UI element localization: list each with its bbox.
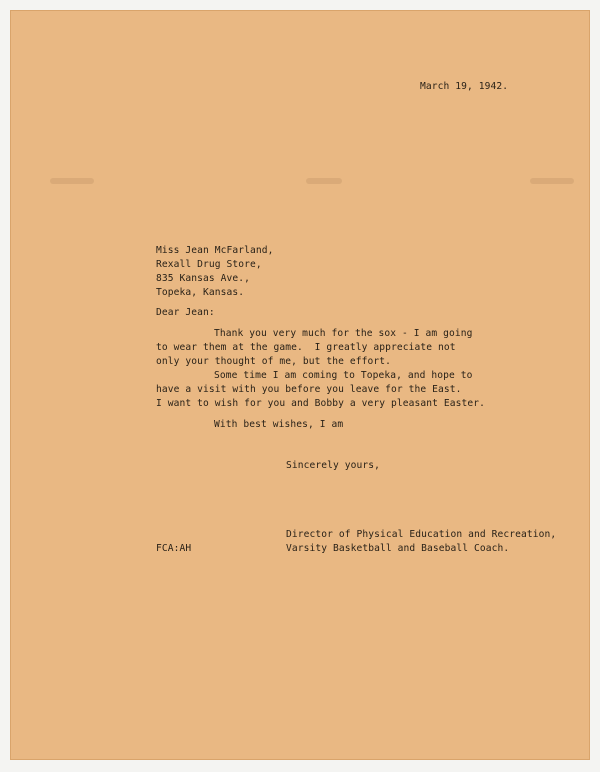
recipient-name: Miss Jean McFarland, (156, 245, 274, 256)
letter-page (10, 10, 590, 760)
paper-smudge (50, 178, 94, 184)
paragraph-line: I want to wish for you and Bobby a very pleasant Easter. (156, 398, 486, 409)
paper-smudge (306, 178, 342, 184)
signature-title-line: Director of Physical Education and Recreation, (286, 529, 557, 540)
signature-title-line: Varsity Basketball and Baseball Coach. (286, 543, 510, 554)
paragraph-line: to wear them at the game. I greatly appreciate not (156, 342, 456, 353)
complimentary-close: Sincerely yours, (286, 460, 381, 471)
recipient-address-line: Rexall Drug Store, (156, 259, 262, 270)
salutation: Dear Jean: (156, 307, 215, 318)
paragraph-line: Some time I am coming to Topeka, and hope to (214, 370, 473, 381)
letter-date: March 19, 1942. (420, 81, 509, 92)
typist-initials: FCA:AH (156, 543, 192, 554)
closing-line: With best wishes, I am (214, 419, 344, 430)
paper-smudge (530, 178, 574, 184)
paragraph-line: only your thought of me, but the effort. (156, 356, 392, 367)
recipient-address-line: 835 Kansas Ave., (156, 273, 251, 284)
paragraph-line: Thank you very much for the sox - I am going (214, 328, 473, 339)
paragraph-line: have a visit with you before you leave for the East. (156, 384, 462, 395)
recipient-address-line: Topeka, Kansas. (156, 287, 245, 298)
